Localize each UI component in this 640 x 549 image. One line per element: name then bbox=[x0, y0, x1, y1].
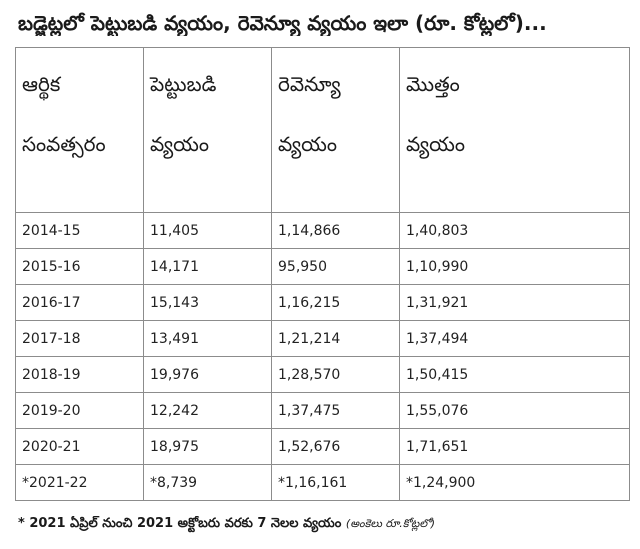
cell-fiscal-year: 2019-20 bbox=[16, 393, 144, 429]
cell-total: 1,37,494 bbox=[400, 321, 630, 357]
cell-capital: 12,242 bbox=[144, 393, 272, 429]
cell-total: 1,31,921 bbox=[400, 285, 630, 321]
table-row bbox=[16, 465, 630, 501]
header-total-line2: వ్యయం bbox=[406, 132, 466, 156]
cell-total: 1,40,803 bbox=[400, 213, 630, 249]
header-capital-expenditure bbox=[144, 48, 272, 213]
header-capital-line2: వ్యయం bbox=[150, 132, 210, 156]
cell-capital: 11,405 bbox=[144, 213, 272, 249]
header-fiscal-year bbox=[16, 48, 144, 213]
cell-revenue: 1,14,866 bbox=[272, 213, 400, 249]
cell-revenue: 1,21,214 bbox=[272, 321, 400, 357]
cell-capital: 14,171 bbox=[144, 249, 272, 285]
cell-fiscal-year: 2018-19 bbox=[16, 357, 144, 393]
cell-fiscal-year: 2014-15 bbox=[16, 213, 144, 249]
header-total-expenditure bbox=[400, 48, 630, 213]
page-title: బడ్జెట్లలో పెట్టుబడి వ్యయం, రెవెన్యూ వ్యయం ఇలా (రూ. కోట్లలో)... bbox=[18, 11, 547, 35]
footnote bbox=[18, 516, 628, 534]
cell-total: 1,71,651 bbox=[400, 429, 630, 465]
cell-capital: 18,975 bbox=[144, 429, 272, 465]
footnote-units-note: (అంకెలు రూ.కోట్లలో) bbox=[345, 517, 436, 530]
table-row bbox=[16, 393, 630, 429]
header-revenue-line1: రెవెన్యూ bbox=[278, 72, 341, 96]
header-fiscal-year-line2: సంవత్సరం bbox=[22, 132, 106, 156]
cell-fiscal-year: *2021-22 bbox=[16, 465, 144, 501]
expenditure-table bbox=[15, 47, 630, 501]
table-row bbox=[16, 213, 630, 249]
cell-fiscal-year: 2020-21 bbox=[16, 429, 144, 465]
footnote-main: * 2021 ఏప్రిల్ నుంచి 2021 అక్టోబరు వరకు 7 నెలల వ్యయం bbox=[18, 516, 342, 531]
header-revenue-line2: వ్యయం bbox=[278, 132, 338, 156]
header-capital-line1: పెట్టుబడి bbox=[150, 72, 217, 96]
cell-revenue: *1,16,161 bbox=[272, 465, 400, 501]
table-row bbox=[16, 285, 630, 321]
cell-revenue: 95,950 bbox=[272, 249, 400, 285]
cell-total: 1,50,415 bbox=[400, 357, 630, 393]
cell-capital: 19,976 bbox=[144, 357, 272, 393]
cell-revenue: 1,37,475 bbox=[272, 393, 400, 429]
table-header-row bbox=[16, 48, 630, 213]
header-total-line1: మొత్తం bbox=[406, 72, 460, 96]
cell-revenue: 1,52,676 bbox=[272, 429, 400, 465]
cell-capital: 13,491 bbox=[144, 321, 272, 357]
table-row bbox=[16, 249, 630, 285]
cell-capital: 15,143 bbox=[144, 285, 272, 321]
table-row bbox=[16, 357, 630, 393]
cell-total: 1,10,990 bbox=[400, 249, 630, 285]
cell-fiscal-year: 2017-18 bbox=[16, 321, 144, 357]
header-revenue-expenditure bbox=[272, 48, 400, 213]
table-row bbox=[16, 321, 630, 357]
cell-total: 1,55,076 bbox=[400, 393, 630, 429]
cell-fiscal-year: 2015-16 bbox=[16, 249, 144, 285]
header-fiscal-year-line1: ఆర్థిక bbox=[22, 72, 61, 96]
cell-total: *1,24,900 bbox=[400, 465, 630, 501]
cell-capital: *8,739 bbox=[144, 465, 272, 501]
cell-revenue: 1,28,570 bbox=[272, 357, 400, 393]
table-row bbox=[16, 429, 630, 465]
cell-revenue: 1,16,215 bbox=[272, 285, 400, 321]
cell-fiscal-year: 2016-17 bbox=[16, 285, 144, 321]
